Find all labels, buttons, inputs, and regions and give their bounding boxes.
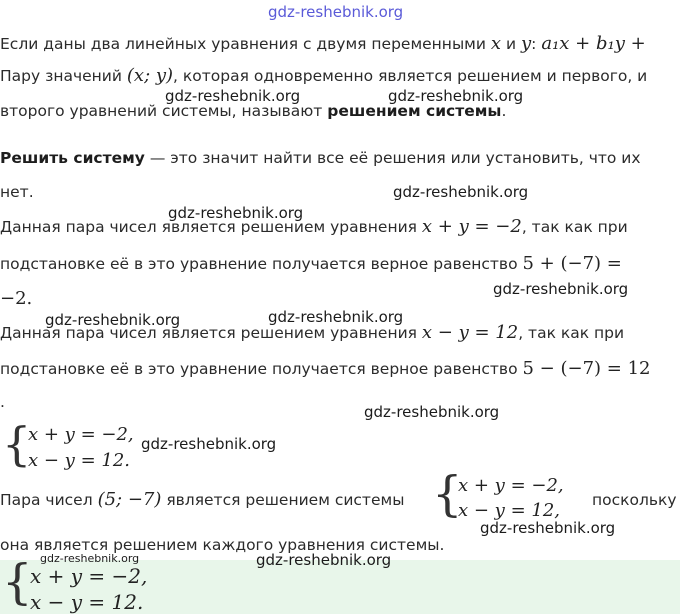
p5-eq2: 5 − (−7) = 12 bbox=[522, 358, 651, 379]
system-brace: { bbox=[2, 417, 32, 471]
watermark: gdz-reshebnik.org bbox=[168, 204, 304, 222]
p6-eq2: x − y = 12, bbox=[458, 500, 560, 521]
watermark: gdz-reshebnik.org bbox=[393, 183, 529, 201]
system-brace: { bbox=[432, 466, 463, 522]
p1-colon: : bbox=[531, 35, 537, 53]
check-eq2-line2 bbox=[0, 359, 651, 379]
p2-line1a: Пару значений bbox=[0, 67, 122, 85]
p4-line1b: , так как при bbox=[521, 218, 628, 236]
p5-dot: . bbox=[0, 393, 5, 411]
p2-line2b: . bbox=[501, 102, 507, 120]
p6-line2: она является решением каждого уравнения системы. bbox=[0, 536, 445, 554]
watermark: gdz-reshebnik.org bbox=[493, 280, 629, 298]
var-y: y bbox=[521, 33, 532, 54]
var-x: x bbox=[490, 33, 502, 54]
watermark: gdz-reshebnik.org bbox=[388, 87, 524, 105]
system-brace: { bbox=[2, 554, 33, 610]
p4-line2a: подстановке её в это уравнение получается верное равенство bbox=[0, 255, 518, 273]
watermark: gdz-reshebnik.org bbox=[364, 403, 500, 421]
watermark-small: gdz-reshebnik.org bbox=[40, 552, 140, 565]
p6-pair: (5; −7) bbox=[97, 489, 162, 510]
p5-line1a: Данная пара чисел является решением уравнения bbox=[0, 324, 417, 342]
p1-and: и bbox=[505, 35, 517, 53]
check-eq1-line1 bbox=[0, 217, 628, 237]
term-system-solution: решением системы bbox=[327, 102, 502, 120]
p2-line1b: , которая одновременно является решением и первого, и bbox=[173, 67, 648, 85]
p5-eq: x − y = 12 bbox=[421, 322, 519, 343]
definition-pair-line1 bbox=[0, 66, 647, 86]
p4-line3: −2. bbox=[0, 288, 33, 309]
watermark: gdz-reshebnik.org bbox=[165, 87, 301, 105]
p5-line1b: , так как при bbox=[518, 324, 625, 342]
p3-line1: — это значит найти все её решения или установить, что их bbox=[144, 149, 641, 167]
system2-eq2: x − y = 12. bbox=[30, 590, 144, 614]
p4-eq2: 5 + (−7) = bbox=[522, 253, 622, 274]
term-solve-system: Решить систему bbox=[0, 149, 145, 167]
p6-mid: является решением системы bbox=[166, 491, 405, 509]
p4-line1a: Данная пара чисел является решением уравнения bbox=[0, 218, 417, 236]
p2-line2a: второго уравнений системы, называют bbox=[0, 102, 323, 120]
p1-formula: a₁x + b₁y + bbox=[541, 33, 646, 54]
system-solution-line1 bbox=[0, 490, 404, 510]
watermark: gdz-reshebnik.org bbox=[268, 308, 404, 326]
check-eq1-line2 bbox=[0, 254, 622, 274]
system1-eq1: x + y = −2, bbox=[28, 424, 134, 445]
system2-eq1: x + y = −2, bbox=[30, 564, 148, 588]
p1-lead: Если даны два линейных уравнения с двумя переменными bbox=[0, 35, 486, 53]
watermark: gdz-reshebnik.org bbox=[480, 519, 616, 537]
p2-pair: (x; y) bbox=[126, 65, 174, 86]
watermark-top: gdz-reshebnik.org bbox=[268, 3, 404, 21]
definition-solve-line2: нет. bbox=[0, 183, 34, 201]
p5-line2a: подстановке её в это уравнение получается верное равенство bbox=[0, 360, 518, 378]
p6-lead: Пара чисел bbox=[0, 491, 93, 509]
check-eq2-line1 bbox=[0, 323, 624, 343]
system1-eq2: x − y = 12. bbox=[28, 450, 130, 471]
definition-solve-line1 bbox=[0, 148, 641, 168]
watermark: gdz-reshebnik.org bbox=[256, 551, 392, 569]
p4-eq: x + y = −2 bbox=[421, 216, 522, 237]
watermark: gdz-reshebnik.org bbox=[141, 435, 277, 453]
p6-eq1: x + y = −2, bbox=[458, 475, 564, 496]
definition-linear-equations bbox=[0, 34, 646, 54]
p6-tail: поскольку bbox=[592, 491, 677, 509]
watermark: gdz-reshebnik.org bbox=[45, 311, 181, 329]
